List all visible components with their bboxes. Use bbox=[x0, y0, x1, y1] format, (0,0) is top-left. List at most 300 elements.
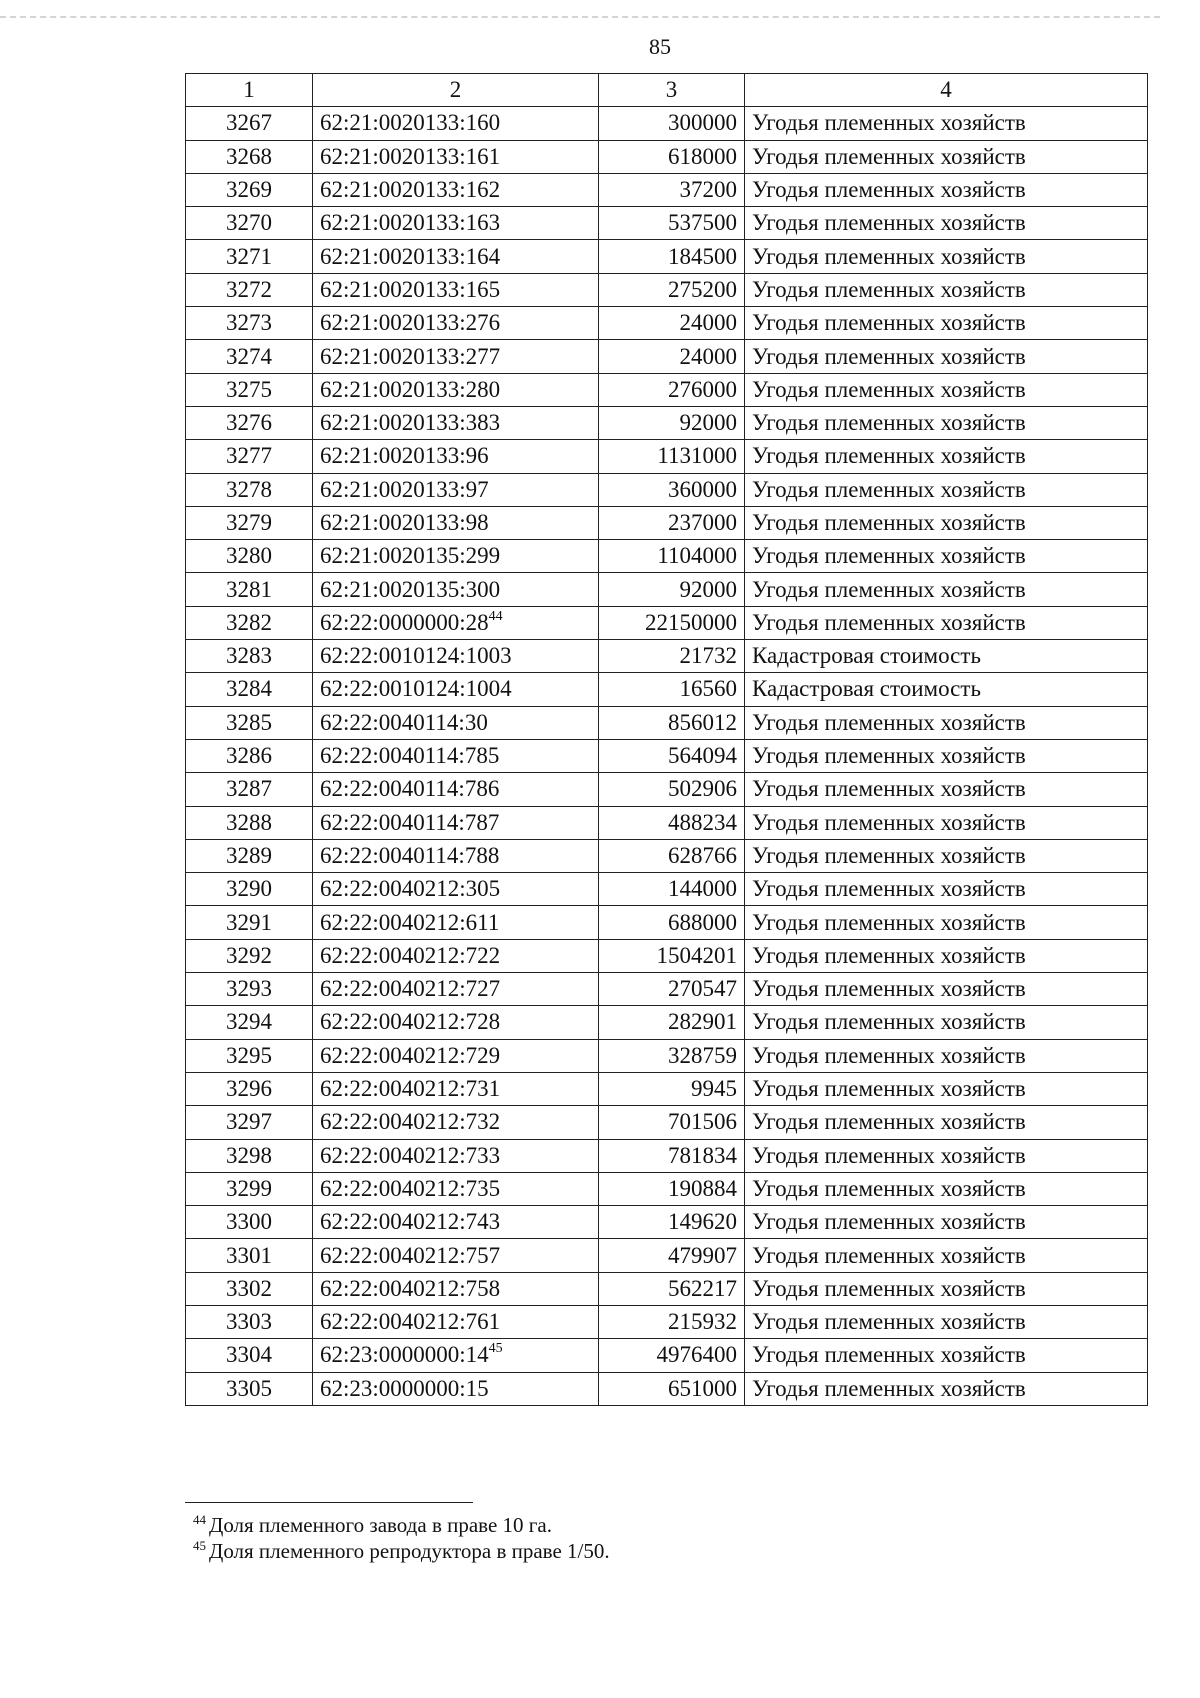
land-type-cell-text: Угодья племенных хозяйств bbox=[752, 976, 1026, 1002]
cadastral-number-cell bbox=[313, 1006, 599, 1039]
table-row bbox=[186, 1039, 1148, 1072]
cadastral-number-cell bbox=[313, 340, 599, 373]
table-row bbox=[186, 1172, 1148, 1205]
row-number-cell bbox=[186, 606, 313, 639]
land-type-cell bbox=[745, 1272, 1148, 1305]
value-cell-text: 856012 bbox=[668, 709, 737, 735]
row-number-cell-text: 3273 bbox=[226, 310, 272, 336]
cadastral-number-cell-text: 62:21:0020133:277 bbox=[320, 343, 501, 369]
value-cell-text: 275200 bbox=[668, 276, 737, 302]
cadastral-number-cell-text: 62:21:0020133:162 bbox=[320, 177, 501, 203]
row-number-cell bbox=[186, 340, 313, 373]
row-number-cell bbox=[186, 1072, 313, 1105]
land-type-cell-text: Угодья племенных хозяйств bbox=[752, 476, 1026, 502]
value-cell bbox=[599, 1072, 745, 1105]
value-cell bbox=[599, 1206, 745, 1239]
land-type-cell-text: Угодья племенных хозяйств bbox=[752, 1109, 1026, 1135]
cadastral-number-cell bbox=[313, 406, 599, 439]
cadastral-number-cell bbox=[313, 839, 599, 872]
land-type-cell bbox=[745, 140, 1148, 173]
row-number-cell bbox=[186, 973, 313, 1006]
cadastral-number-cell-text: 62:21:0020133:161 bbox=[320, 143, 501, 169]
row-number-cell bbox=[186, 1172, 313, 1205]
row-number-cell-text: 3285 bbox=[226, 709, 272, 735]
row-number-cell-text: 3301 bbox=[226, 1242, 272, 1268]
land-type-cell-text: Угодья племенных хозяйств bbox=[752, 576, 1026, 602]
land-type-cell-text: Угодья племенных хозяйств bbox=[752, 543, 1026, 569]
land-type-cell-text: Угодья племенных хозяйств bbox=[752, 709, 1026, 735]
land-type-cell bbox=[745, 773, 1148, 806]
land-type-cell-text: Угодья племенных хозяйств bbox=[752, 143, 1026, 169]
cadastral-number-cell bbox=[313, 140, 599, 173]
value-cell bbox=[599, 873, 745, 906]
value-cell-text: 237000 bbox=[668, 510, 737, 535]
land-type-cell-text: Угодья племенных хозяйств bbox=[752, 177, 1026, 203]
row-number-cell bbox=[186, 773, 313, 806]
cadastral-number-cell-text: 62:22:0040212:733 bbox=[320, 1142, 501, 1168]
row-number-cell bbox=[186, 839, 313, 872]
cadastral-number-cell bbox=[313, 673, 599, 706]
row-number-cell bbox=[186, 140, 313, 173]
value-cell-text: 781834 bbox=[668, 1142, 737, 1168]
cadastral-number-cell-text: 62:21:0020133:383 bbox=[320, 410, 501, 436]
land-type-cell-text: Кадастровая стоимость bbox=[752, 643, 981, 669]
cadastral-number-cell bbox=[313, 273, 599, 306]
row-number-cell-text: 3270 bbox=[226, 210, 272, 236]
land-type-cell bbox=[745, 706, 1148, 739]
land-type-cell-text: Угодья племенных хозяйств bbox=[752, 343, 1026, 369]
table-row bbox=[186, 1106, 1148, 1139]
value-cell-text: 9945 bbox=[691, 1076, 737, 1102]
cadastral-number-cell bbox=[313, 473, 599, 506]
land-type-cell bbox=[745, 1139, 1148, 1172]
row-number-cell bbox=[186, 739, 313, 772]
land-type-cell-text: Угодья племенных хозяйств bbox=[752, 776, 1026, 802]
row-number-cell-text: 3293 bbox=[226, 976, 272, 1002]
row-number-cell bbox=[186, 207, 313, 240]
cadastral-number-cell bbox=[313, 573, 599, 606]
land-type-cell-text: Угодья племенных хозяйств bbox=[752, 376, 1026, 402]
table-row bbox=[186, 573, 1148, 606]
table-row bbox=[186, 906, 1148, 939]
row-number-cell bbox=[186, 1039, 313, 1072]
land-type-cell-text: Угодья племенных хозяйств bbox=[752, 410, 1026, 436]
row-number-cell-text: 3296 bbox=[226, 1076, 272, 1102]
table-row bbox=[186, 706, 1148, 739]
value-cell bbox=[599, 906, 745, 939]
cadastral-number-cell bbox=[313, 373, 599, 406]
land-type-cell bbox=[745, 739, 1148, 772]
footnote-text: Доля племенного завода в праве 10 га. bbox=[209, 1513, 552, 1537]
cadastral-number-cell-text: 62:21:0020135:300 bbox=[320, 576, 501, 602]
value-cell bbox=[599, 806, 745, 839]
land-type-cell bbox=[745, 839, 1148, 872]
table-row bbox=[186, 739, 1148, 772]
footnote-mark: 44 bbox=[193, 1512, 206, 1527]
table-row bbox=[186, 839, 1148, 872]
land-type-cell bbox=[745, 173, 1148, 206]
table-row bbox=[186, 806, 1148, 839]
land-type-cell-text: Угодья племенных хозяйств bbox=[752, 243, 1026, 269]
row-number-cell-text: 3279 bbox=[226, 510, 272, 535]
land-type-cell-text: Угодья племенных хозяйств bbox=[752, 276, 1026, 302]
value-cell bbox=[599, 140, 745, 173]
row-number-cell bbox=[186, 506, 313, 539]
cadastral-number-cell bbox=[313, 973, 599, 1006]
cadastral-number-cell-text: 62:22:0040212:729 bbox=[320, 1042, 501, 1068]
value-cell bbox=[599, 640, 745, 673]
cadastral-number-cell bbox=[313, 107, 599, 140]
footnote-item bbox=[193, 1538, 610, 1564]
cadastral-number-cell-text: 62:21:0020133:165 bbox=[320, 276, 501, 302]
value-cell bbox=[599, 1305, 745, 1338]
table-row bbox=[186, 440, 1148, 473]
cadastral-number-cell bbox=[313, 773, 599, 806]
row-number-cell-text: 3288 bbox=[226, 809, 272, 835]
land-type-cell-text: Угодья племенных хозяйств bbox=[752, 1375, 1026, 1401]
row-number-cell bbox=[186, 1372, 313, 1405]
land-type-cell-text: Угодья племенных хозяйств bbox=[752, 1142, 1026, 1168]
table-row bbox=[186, 1305, 1148, 1338]
value-cell bbox=[599, 1339, 745, 1372]
cadastral-number-cell-text: 62:22:0040212:305 bbox=[320, 876, 501, 902]
table-row bbox=[186, 1139, 1148, 1172]
value-cell bbox=[599, 673, 745, 706]
cadastral-number-cell bbox=[313, 207, 599, 240]
land-type-cell bbox=[745, 806, 1148, 839]
column-header: 2 bbox=[313, 74, 599, 107]
row-number-cell bbox=[186, 107, 313, 140]
row-number-cell-text: 3294 bbox=[226, 1009, 272, 1035]
row-number-cell-text: 3276 bbox=[226, 410, 272, 436]
footnote-item bbox=[193, 1512, 610, 1538]
land-type-cell bbox=[745, 273, 1148, 306]
land-type-cell bbox=[745, 606, 1148, 639]
row-number-cell bbox=[186, 1339, 313, 1372]
cadastral-number-cell bbox=[313, 1339, 599, 1372]
cadastral-number-cell-text: 62:21:0020133:97 bbox=[320, 476, 489, 502]
land-type-cell bbox=[745, 1239, 1148, 1272]
footnotes bbox=[193, 1512, 610, 1564]
cadastral-number-cell-text: 62:22:0010124:1003 bbox=[320, 643, 512, 669]
cadastral-number-cell-text: 62:22:0040212:722 bbox=[320, 942, 501, 968]
land-type-cell-text: Угодья племенных хозяйств bbox=[752, 909, 1026, 935]
value-cell bbox=[599, 773, 745, 806]
row-number-cell bbox=[186, 1006, 313, 1039]
cadastral-number-cell bbox=[313, 1106, 599, 1139]
value-cell-text: 149620 bbox=[668, 1209, 737, 1235]
value-cell bbox=[599, 1006, 745, 1039]
land-type-cell-text: Угодья племенных хозяйств bbox=[752, 842, 1026, 868]
land-type-cell bbox=[745, 1172, 1148, 1205]
value-cell bbox=[599, 540, 745, 573]
value-cell bbox=[599, 1139, 745, 1172]
land-type-cell bbox=[745, 540, 1148, 573]
land-type-cell-text: Угодья племенных хозяйств bbox=[752, 876, 1026, 902]
cadastral-number-cell bbox=[313, 1372, 599, 1405]
land-type-cell-text: Угодья племенных хозяйств bbox=[752, 1309, 1026, 1335]
value-cell bbox=[599, 1272, 745, 1305]
value-cell bbox=[599, 440, 745, 473]
land-type-cell bbox=[745, 440, 1148, 473]
row-number-cell-text: 3304 bbox=[226, 1342, 272, 1368]
row-number-cell bbox=[186, 806, 313, 839]
land-type-cell-text: Угодья племенных хозяйств bbox=[752, 1175, 1026, 1201]
row-number-cell-text: 3297 bbox=[226, 1109, 272, 1135]
cadastral-number-cell-text: 62:22:0040114:786 bbox=[320, 776, 500, 802]
footnote-text: Доля племенного репродуктора в праве 1/50. bbox=[209, 1539, 610, 1563]
row-number-cell bbox=[186, 706, 313, 739]
land-type-cell bbox=[745, 1039, 1148, 1072]
row-number-cell-text: 3278 bbox=[226, 476, 272, 502]
row-number-cell bbox=[186, 440, 313, 473]
table-row bbox=[186, 673, 1148, 706]
value-cell-text: 24000 bbox=[679, 310, 737, 336]
value-cell-text: 651000 bbox=[668, 1375, 737, 1401]
footnote-reference: 44 bbox=[488, 608, 503, 624]
row-number-cell-text: 3275 bbox=[226, 376, 272, 402]
value-cell-text: 564094 bbox=[668, 743, 737, 769]
land-type-cell bbox=[745, 906, 1148, 939]
table-row bbox=[186, 307, 1148, 340]
table-row bbox=[186, 406, 1148, 439]
column-header: 4 bbox=[745, 74, 1148, 107]
cadastral-number-cell-text: 62:22:0040114:788 bbox=[320, 842, 500, 868]
land-type-cell bbox=[745, 207, 1148, 240]
row-number-cell-text: 3302 bbox=[226, 1275, 272, 1301]
land-type-cell bbox=[745, 1006, 1148, 1039]
cadastral-number-cell-text: 62:22:0040114:30 bbox=[320, 709, 488, 735]
cadastral-number-cell bbox=[313, 806, 599, 839]
cadastral-number-cell-text: 62:22:0040212:735 bbox=[320, 1175, 501, 1201]
value-cell bbox=[599, 506, 745, 539]
row-number-cell bbox=[186, 173, 313, 206]
page-number: 85 bbox=[649, 34, 671, 59]
row-number-cell bbox=[186, 673, 313, 706]
row-number-cell-text: 3291 bbox=[226, 909, 272, 935]
row-number-cell-text: 3268 bbox=[226, 143, 272, 169]
row-number-cell-text: 3287 bbox=[226, 776, 272, 802]
cadastral-number-cell bbox=[313, 939, 599, 972]
value-cell bbox=[599, 939, 745, 972]
row-number-cell bbox=[186, 873, 313, 906]
cadastral-number-cell-text: 62:22:0010124:1004 bbox=[320, 676, 512, 702]
value-cell-text: 92000 bbox=[679, 410, 737, 436]
cadastral-number-cell-text: 62:22:0040212:731 bbox=[320, 1076, 501, 1102]
value-cell-text: 701506 bbox=[668, 1109, 737, 1135]
table-row bbox=[186, 140, 1148, 173]
table-row bbox=[186, 240, 1148, 273]
cadastral-number-cell-text: 62:21:0020133:96 bbox=[320, 443, 489, 469]
cadastral-number-cell bbox=[313, 440, 599, 473]
land-type-cell-text: Угодья племенных хозяйств bbox=[752, 609, 1026, 635]
cadastral-number-cell-text: 62:22:0040212:728 bbox=[320, 1009, 501, 1035]
column-header: 1 bbox=[186, 74, 313, 107]
table-row bbox=[186, 873, 1148, 906]
land-type-cell-text: Угодья племенных хозяйств bbox=[752, 1209, 1026, 1235]
cadastral-number-cell bbox=[313, 1139, 599, 1172]
land-type-cell bbox=[745, 939, 1148, 972]
cadastral-number-cell-text: 62:21:0020133:280 bbox=[320, 376, 501, 402]
value-cell-text: 618000 bbox=[668, 143, 737, 169]
row-number-cell-text: 3281 bbox=[226, 576, 272, 602]
land-type-cell bbox=[745, 240, 1148, 273]
value-cell bbox=[599, 373, 745, 406]
land-type-cell-text: Кадастровая стоимость bbox=[752, 676, 981, 702]
land-type-cell-text: Угодья племенных хозяйств bbox=[752, 1275, 1026, 1301]
table-row bbox=[186, 173, 1148, 206]
land-type-cell bbox=[745, 473, 1148, 506]
table-row bbox=[186, 1372, 1148, 1405]
value-cell bbox=[599, 340, 745, 373]
cadastral-number-cell bbox=[313, 506, 599, 539]
land-type-cell-text: Угодья племенных хозяйств bbox=[752, 110, 1026, 136]
table-row bbox=[186, 1272, 1148, 1305]
land-type-cell-text: Угодья племенных хозяйств bbox=[752, 310, 1026, 336]
value-cell bbox=[599, 839, 745, 872]
value-cell bbox=[599, 240, 745, 273]
row-number-cell bbox=[186, 473, 313, 506]
value-cell bbox=[599, 573, 745, 606]
cadastral-number-cell bbox=[313, 1039, 599, 1072]
value-cell bbox=[599, 1039, 745, 1072]
cadastral-number-cell bbox=[313, 1172, 599, 1205]
land-type-cell-text: Угодья племенных хозяйств bbox=[752, 443, 1026, 469]
row-number-cell bbox=[186, 240, 313, 273]
cadastral-number-cell bbox=[313, 706, 599, 739]
table-row bbox=[186, 1072, 1148, 1105]
row-number-cell bbox=[186, 1305, 313, 1338]
cadastral-number-cell bbox=[313, 1072, 599, 1105]
row-number-cell-text: 3277 bbox=[226, 443, 272, 469]
footnote-mark: 45 bbox=[193, 1538, 206, 1553]
value-cell-text: 688000 bbox=[668, 909, 737, 935]
value-cell-text: 562217 bbox=[668, 1275, 737, 1301]
cadastral-number-cell-text: 62:21:0020133:164 bbox=[320, 243, 501, 269]
cadastral-number-cell-text: 62:22:0040212:758 bbox=[320, 1275, 501, 1301]
row-number-cell-text: 3292 bbox=[226, 942, 272, 968]
table-row bbox=[186, 973, 1148, 1006]
value-cell-text: 502906 bbox=[668, 776, 737, 802]
footnote-divider bbox=[185, 1502, 473, 1503]
table-row bbox=[186, 373, 1148, 406]
registry-table bbox=[185, 73, 1148, 1406]
land-type-cell bbox=[745, 406, 1148, 439]
row-number-cell-text: 3282 bbox=[226, 609, 272, 635]
value-cell-text: 1504201 bbox=[656, 942, 737, 968]
row-number-cell-text: 3269 bbox=[226, 177, 272, 203]
table-row bbox=[186, 107, 1148, 140]
cadastral-number-cell-text: 62:22:0040212:761 bbox=[320, 1309, 501, 1335]
table-row bbox=[186, 773, 1148, 806]
value-cell-text: 22150000 bbox=[645, 609, 737, 635]
land-type-cell bbox=[745, 1206, 1148, 1239]
value-cell bbox=[599, 1372, 745, 1405]
value-cell-text: 479907 bbox=[668, 1242, 737, 1268]
value-cell-text: 282901 bbox=[668, 1009, 737, 1035]
cadastral-number-cell bbox=[313, 873, 599, 906]
land-type-cell-text: Угодья племенных хозяйств bbox=[752, 1342, 1026, 1368]
value-cell-text: 270547 bbox=[668, 976, 737, 1002]
cadastral-number-cell bbox=[313, 240, 599, 273]
value-cell bbox=[599, 273, 745, 306]
row-number-cell bbox=[186, 540, 313, 573]
row-number-cell-text: 3299 bbox=[226, 1175, 272, 1201]
table-row bbox=[186, 506, 1148, 539]
land-type-cell bbox=[745, 1372, 1148, 1405]
cadastral-number-cell-text: 62:21:0020133:163 bbox=[320, 210, 501, 236]
land-type-cell bbox=[745, 573, 1148, 606]
land-type-cell bbox=[745, 1339, 1148, 1372]
row-number-cell-text: 3300 bbox=[226, 1209, 272, 1235]
value-cell bbox=[599, 107, 745, 140]
cadastral-number-cell bbox=[313, 173, 599, 206]
value-cell-text: 144000 bbox=[668, 876, 737, 902]
table-row bbox=[186, 1339, 1148, 1372]
value-cell-text: 1131000 bbox=[657, 443, 737, 469]
value-cell-text: 537500 bbox=[668, 210, 737, 236]
scan-edge-artifact bbox=[0, 16, 1160, 18]
table-row bbox=[186, 273, 1148, 306]
value-cell-text: 190884 bbox=[668, 1175, 737, 1201]
value-cell-text: 488234 bbox=[668, 809, 737, 835]
row-number-cell bbox=[186, 1106, 313, 1139]
row-number-cell-text: 3267 bbox=[226, 110, 272, 136]
table-row bbox=[186, 1006, 1148, 1039]
row-number-cell-text: 3271 bbox=[226, 243, 272, 269]
cadastral-number-cell-text: 62:23:0000000:15 bbox=[320, 1375, 489, 1401]
value-cell bbox=[599, 739, 745, 772]
value-cell-text: 37200 bbox=[679, 177, 737, 203]
cadastral-number-cell bbox=[313, 307, 599, 340]
value-cell-text: 184500 bbox=[668, 243, 737, 269]
value-cell-text: 92000 bbox=[679, 576, 737, 602]
land-type-cell bbox=[745, 873, 1148, 906]
land-type-cell bbox=[745, 307, 1148, 340]
cadastral-number-cell-text: 62:22:0040114:787 bbox=[320, 809, 500, 835]
value-cell bbox=[599, 207, 745, 240]
row-number-cell-text: 3286 bbox=[226, 743, 272, 769]
land-type-cell-text: Угодья племенных хозяйств bbox=[752, 1042, 1026, 1068]
cadastral-number-cell bbox=[313, 1206, 599, 1239]
cadastral-number-cell-text: 62:22:0040212:743 bbox=[320, 1209, 501, 1235]
row-number-cell-text: 3290 bbox=[226, 876, 272, 902]
table-row bbox=[186, 1239, 1148, 1272]
cadastral-number-cell bbox=[313, 1272, 599, 1305]
land-type-cell bbox=[745, 1305, 1148, 1338]
cadastral-number-cell bbox=[313, 540, 599, 573]
row-number-cell bbox=[186, 1239, 313, 1272]
land-type-cell bbox=[745, 973, 1148, 1006]
table-row bbox=[186, 540, 1148, 573]
table-body bbox=[186, 107, 1148, 1406]
cadastral-number-cell bbox=[313, 739, 599, 772]
land-type-cell-text: Угодья племенных хозяйств bbox=[752, 809, 1026, 835]
footnote-reference: 45 bbox=[488, 1341, 503, 1357]
value-cell-text: 4976400 bbox=[656, 1342, 737, 1368]
value-cell-text: 21732 bbox=[679, 643, 737, 669]
row-number-cell bbox=[186, 573, 313, 606]
cadastral-number-cell-text: 62:23:0000000:14 bbox=[320, 1342, 489, 1368]
cadastral-number-cell bbox=[313, 606, 599, 639]
row-number-cell bbox=[186, 1206, 313, 1239]
cadastral-number-cell-text: 62:22:0040212:757 bbox=[320, 1242, 501, 1268]
row-number-cell-text: 3283 bbox=[226, 643, 272, 669]
row-number-cell-text: 3272 bbox=[226, 276, 272, 302]
row-number-cell-text: 3284 bbox=[226, 676, 272, 702]
cadastral-number-cell bbox=[313, 1305, 599, 1338]
row-number-cell bbox=[186, 273, 313, 306]
